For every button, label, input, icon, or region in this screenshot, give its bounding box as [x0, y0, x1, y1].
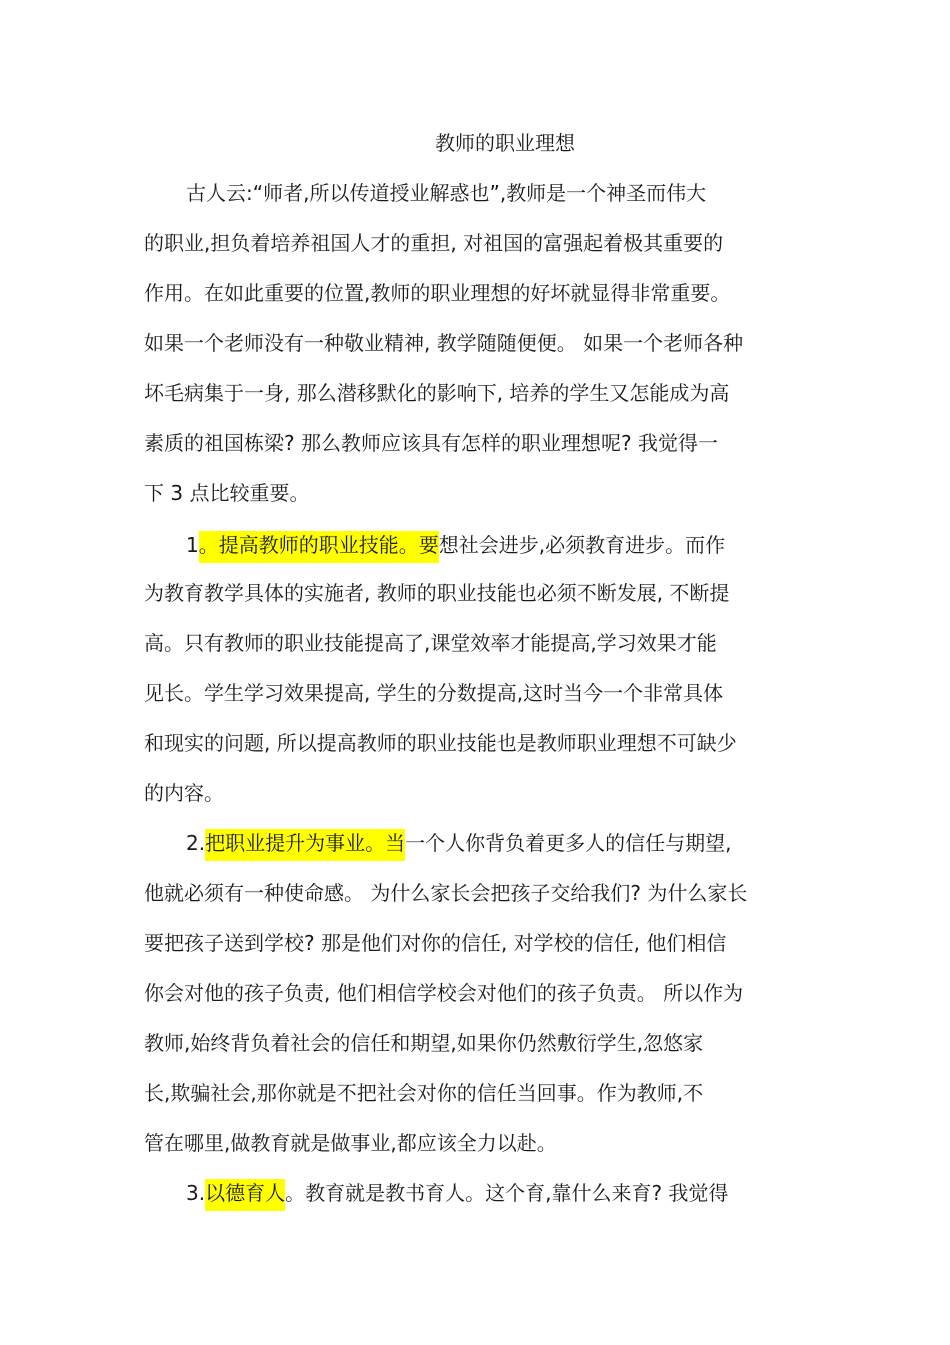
paragraph-line: 长,欺骗社会,那你就是不把社会对你的信任当回事。作为教师,不	[144, 1081, 704, 1105]
point3-rest: 。教育就是教书育人。这个育,靠什么来育? 我觉得	[285, 1181, 729, 1205]
point3-number: 3.	[186, 1181, 206, 1205]
paragraph-line: 坏毛病集于一身, 那么潜移默化的影响下, 培养的学生又怎能成为高	[144, 381, 730, 405]
paragraph-line: 下 3 点比较重要。	[144, 481, 310, 505]
paragraph-line: 的内容。	[144, 781, 224, 805]
paragraph-line: 如果一个老师没有一种敬业精神, 教学随随便便。 如果一个老师各种	[144, 331, 744, 355]
paragraph-line: 他就必须有一种使命感。 为什么家长会把孩子交给我们? 为什么家长	[144, 881, 748, 905]
paragraph-line: 古人云:“师者,所以传道授业解惑也”,教师是一个神圣而伟大	[186, 181, 707, 205]
paragraph-line: 你会对他的孩子负责, 他们相信学校会对他们的孩子负责。 所以作为	[144, 981, 744, 1005]
point1-highlight: 。提高教师的职业技能。要	[199, 531, 439, 563]
paragraph-line: 作用。在如此重要的位置,教师的职业理想的好坏就显得非常重要。	[144, 281, 731, 305]
paragraph-line: 高。只有教师的职业技能提高了,课堂效率才能提高,学习效果才能	[144, 631, 717, 655]
paragraph-line: 和现实的问题, 所以提高教师的职业技能也是教师职业理想不可缺少	[144, 731, 737, 755]
point2-number: 2.	[186, 831, 206, 855]
point1-heading-line	[186, 530, 725, 560]
paragraph-line: 教师,始终背负着社会的信任和期望,如果你仍然敷衍学生,忽悠家	[144, 1031, 704, 1055]
paragraph-line: 见长。学生学习效果提高, 学生的分数提高,这时当今一个非常具体	[144, 681, 724, 705]
point2-rest: 一个人你背负着更多人的信任与期望,	[405, 831, 732, 855]
paragraph-line: 要把孩子送到学校? 那是他们对你的信任, 对学校的信任, 他们相信	[144, 931, 727, 955]
paragraph-line: 管在哪里,做教育就是做事业,都应该全力以赴。	[144, 1131, 557, 1155]
paragraph-line: 的职业,担负着培养祖国人才的重担, 对祖国的富强起着极其重要的	[144, 231, 724, 255]
point3-heading-line	[186, 1178, 728, 1208]
paragraph-line: 为教育教学具体的实施者, 教师的职业技能也必须不断发展, 不断提	[144, 581, 730, 605]
paragraph-line: 素质的祖国栋梁? 那么教师应该具有怎样的职业理想呢? 我觉得一	[144, 431, 718, 455]
point2-heading-line	[186, 828, 731, 858]
point2-highlight: 把职业提升为事业。当	[205, 829, 405, 861]
point1-number: 1	[186, 533, 199, 557]
document-title: 教师的职业理想	[435, 131, 575, 155]
point1-rest: 想社会进步,必须教育进步。而作	[438, 533, 726, 557]
point3-highlight: 以德育人	[205, 1179, 285, 1211]
